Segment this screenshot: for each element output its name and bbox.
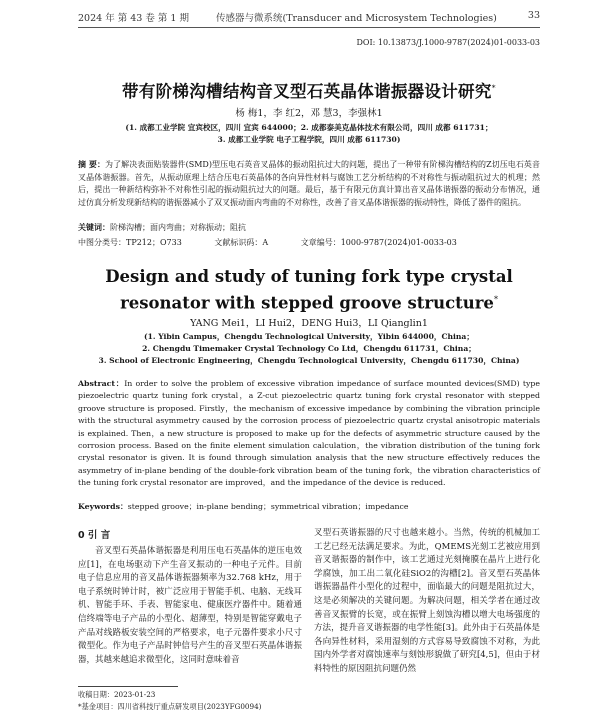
english-affiliation-3: 3. School of Electronic Engineering，Chengdu Technological University，Chengdu 611730，China) (98, 356, 520, 365)
body-left-column (78, 545, 302, 667)
english-abstract-label: Abstract： (78, 379, 125, 388)
received-date: 收稿日期：2023-01-23 (78, 690, 156, 699)
article-number: 文章编号：1000-9787(2024)01-0033-03 (300, 238, 457, 247)
footnote-rule (78, 686, 178, 687)
english-title (70, 265, 548, 315)
running-header (78, 10, 540, 26)
body-paragraph: 音叉型石英晶体谐振器是利用压电石英晶体的逆压电效应[1]，在电场驱动下产生音叉振动的一种电子元件。目前电子信息应用的音叉晶体谐振器频率为32.768 kHz，用于电子系统时钟计时，被广泛应用于智能手机、电脑、无线耳机、智能手环、手表、智能家电、健康医疗器件中。随着通信终端等电子产品的小型化、超薄型，特别是智能穿戴电子产品对线路板安装空间的严格要求，电子元器件要求小尺寸微型化。作为电子产品时钟信号产生的音叉型石英晶体谐振器，其越来越追求微型化，这同时意味着音 (78, 546, 302, 665)
english-title-text: Design and study of tuning fork type crystal resonator with stepped groove structure (105, 267, 513, 313)
chinese-keywords-label: 关键词： (78, 222, 110, 232)
section-heading-introduction: 0 引 言 (78, 530, 111, 541)
chinese-title-fund-mark: * (491, 83, 496, 93)
english-keywords-label: Keywords： (78, 502, 128, 511)
english-abstract-text: In order to solve the problem of excessive vibration impedance of surface mounted devices(SMD) type piezoelectric quartz tuning fork crystal，a Z-cut piezoelectric quartz tuning fork crystal resonator with stepped groove structure is proposed. Firstly，the mechanism of excessive impedance by combining the vibration principle with the structural asymmetry caused by the corrosion process of piezoelectric quartz crystal anisotropic materials is explained. Then，a new structure is proposed to make up for the defects of asymmetric structure caused by the corrosion process. Based on the finite element simulation calculation，the vibration distribution of the tuning fork crystal resonator is given. It is found through simulation analysis that the new structure effectively reduces the asymmetry of in-plane bending of the double-fork vibration beam of the tuning fork，the vibration characteristics of the tuning fork crystal resonator are improved，and the impedance of the device is reduced. (78, 379, 540, 488)
document-code: 文献标识码：A (214, 238, 269, 247)
chinese-keywords-text: 阶梯沟槽；面内弯曲；对称振动；阻抗 (110, 223, 246, 232)
page-number: 33 (527, 10, 540, 21)
header-rule (78, 27, 540, 28)
english-authors: YANG Mei1，LI Hui2，DENG Hui3，LI Qianglin1 (190, 318, 428, 329)
chinese-affiliation-2: 3. 成都工业学院 电子工程学院，四川 成都 611730) (217, 135, 401, 144)
english-abstract (78, 378, 540, 490)
english-keywords-text: stepped groove；in-plane bending；symmetrical vibration；impedance (127, 502, 409, 511)
english-affiliation-2: 2. Chengdu Timemaker Crystal Technology Co Ltd，Chengdu 611731，China； (142, 344, 476, 353)
journal-issue: 2024 年 第 43 卷 第 1 期 (78, 13, 189, 24)
chinese-title-text: 带有阶梯沟槽结构音叉型石英晶体谐振器设计研究 (122, 82, 492, 101)
classification-line (78, 237, 540, 248)
body-right-column (314, 527, 540, 677)
chinese-authors: 杨 梅1，李 红2，邓 慧3，李强林1 (235, 108, 383, 119)
fund-note: *基金项目：四川省科技厅重点研发项目(2023YFG0094) (78, 702, 262, 711)
chinese-affiliation-1: (1. 成都工业学院 宜宾校区，四川 宜宾 644000；2. 成都泰美克晶体技术有限公司，四川 成都 611731； (125, 123, 493, 132)
english-title-fund-mark: * (493, 295, 498, 304)
chinese-abstract-text: 为了解决表面贴装器件(SMD)型压电石英音叉晶体的振动阻抗过大的问题，提出了一种带有阶梯沟槽结构的Z切压电石英音叉晶体谐振器。首先，从振动原理上结合压电石英晶体的各向异性材料与腐蚀工艺分析结构的不对称性与振动阻抗过大的机理；然后，提出一种新结构弥补不对称性引起的振动阻抗过大的问题。最后，基于有限元仿真计算出音叉晶体谐振器的振动分布情况，通过仿真分析发现新结构的谐振器减小了双叉振动面内弯曲的不对称性，改善了音叉晶体谐振器的振动特性，降低了器件的阻抗。 (78, 160, 540, 207)
chinese-abstract (78, 158, 540, 209)
doi: DOI: 10.13873/J.1000-9787(2024)01-0033-03 (356, 38, 540, 47)
chinese-abstract-label: 摘 要： (78, 159, 106, 169)
journal-name: 传感器与微系统(Transducer and Microsystem Technologies) (216, 13, 497, 24)
english-keywords (78, 501, 540, 512)
clc-number: 中图分类号：TP212；O733 (78, 238, 182, 247)
chinese-keywords (78, 222, 540, 233)
body-paragraph: 叉型石英谐振器的尺寸也越来越小。当然，传统的机械加工工艺已经无法满足要求。为此，QMEMS光刻工艺被应用到音叉谐振器的制作中，该工艺通过光刻掩膜在晶片上进行化学腐蚀，加工出二氧化硅SiO2的沟槽[2]。音叉型石英晶体谐振器晶件小型化的过程中，面临最大的问题是阻抗过大，这是必须解决的关键问题。为解决问题，相关学者在通过改善音叉振臂的长宽，或在振臂上刻蚀沟槽以增大电场强度的方法，提升音叉谐振器的电学性能[3]。此外由于石英晶体是各向异性材料，采用湿刻的方式容易导致腐蚀不对称，为此国内外学者对腐蚀速率与刻蚀形貌做了研究[4,5]，但由于材料特性的原因阻抗问题仍然 (314, 528, 540, 674)
chinese-title (78, 78, 540, 102)
english-affiliation-1: (1. Yibin Campus，Chengdu Technological University，Yibin 644000，China； (144, 332, 474, 341)
